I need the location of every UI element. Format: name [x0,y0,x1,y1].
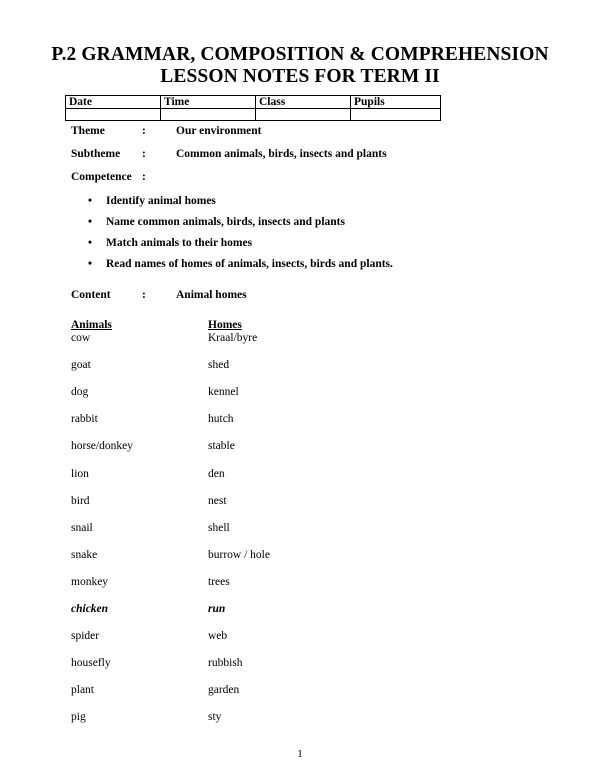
theme-value: Our environment [176,125,262,137]
competence-item-text: Match animals to their homes [106,237,253,249]
animal-name: horse/donkey [71,440,133,452]
animal-home: rubbish [208,657,243,669]
class-header: Class [256,96,351,109]
bullet-icon: • [88,258,93,270]
animal-name: rabbit [71,413,98,425]
lesson-info-header-row [66,96,441,109]
animal-home: kennel [208,386,239,398]
animal-name: spider [71,630,100,642]
competence-item-text: Name common animals, birds, insects and plants [106,216,345,228]
animal-name: lion [71,468,89,480]
lesson-info-blank-row [66,109,441,121]
subtheme-value: Common animals, birds, insects and plants [176,148,387,160]
competence-item-text: Identify animal homes [106,195,216,207]
animal-home: hutch [208,413,234,425]
content-label: Content [71,289,111,301]
animal-name: chicken [71,603,109,615]
animal-name: snake [71,549,98,561]
animal-home: den [208,468,225,480]
animal-home: burrow / hole [208,549,270,561]
animal-home: shell [208,522,230,534]
animal-name: pig [71,711,86,723]
competence-item-text: Read names of homes of animals, insects, birds and plants. [106,258,393,270]
animal-home: garden [208,684,240,696]
lesson-info-table [65,95,441,121]
page-title-line-2: LESSON NOTES FOR TERM II [160,66,440,87]
animals-column-header: Animals [71,319,112,331]
homes-column-header: Homes [208,319,242,331]
animal-home: run [208,603,226,615]
animal-name: monkey [71,576,109,588]
animal-name: snail [71,522,93,534]
time-cell [161,109,256,121]
theme-separator: : [142,125,146,137]
date-header: Date [66,96,161,109]
time-header: Time [161,96,256,109]
bullet-icon: • [88,195,93,207]
animal-home: trees [208,576,230,588]
bullet-icon: • [88,216,93,228]
animal-name: housefly [71,657,111,669]
page-title-line-1: P.2 GRAMMAR, COMPOSITION & COMPREHENSION [51,44,549,65]
competence-label: Competence [71,171,132,183]
animal-home: nest [208,495,227,507]
animal-home: web [208,630,228,642]
animal-home: Kraal/byre [208,332,258,344]
animal-home: sty [208,711,222,723]
animal-name: goat [71,359,91,371]
animal-name: cow [71,332,91,344]
animal-name: bird [71,495,90,507]
bullet-icon: • [88,237,93,249]
animal-name: dog [71,386,89,398]
class-cell [256,109,351,121]
pupils-cell [351,109,441,121]
animal-home: shed [208,359,230,371]
content-separator: : [142,289,146,301]
animal-name: plant [71,684,94,696]
content-value: Animal homes [176,289,247,301]
pupils-header: Pupils [351,96,441,109]
subtheme-separator: : [142,148,146,160]
competence-separator: : [142,171,146,183]
animal-home: stable [208,440,235,452]
page-number: 1 [297,748,303,760]
theme-label: Theme [71,125,105,137]
date-cell [66,109,161,121]
subtheme-label: Subtheme [71,148,121,160]
